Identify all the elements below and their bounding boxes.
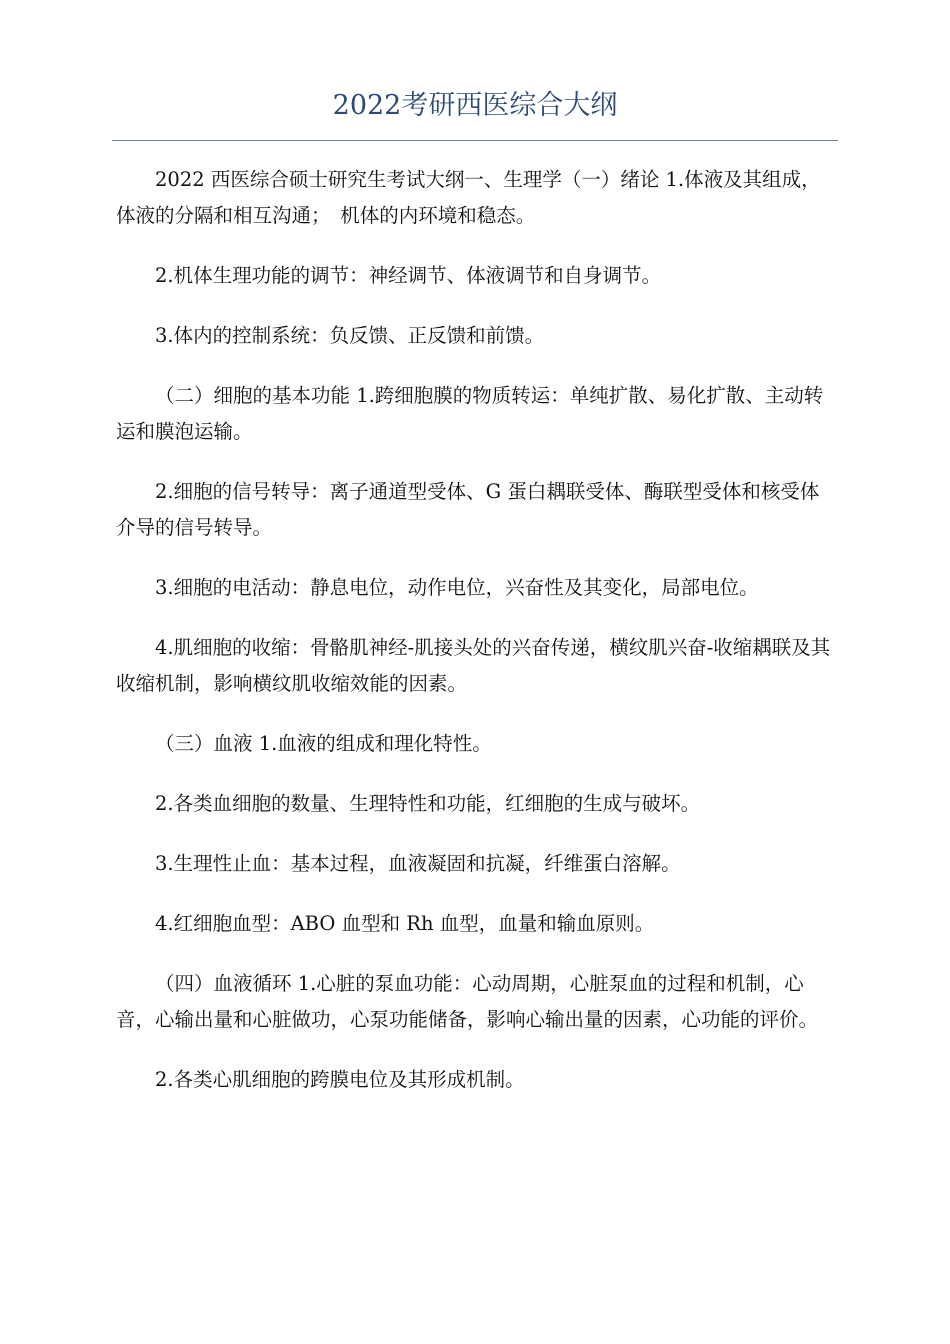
paragraph: 2.细胞的信号转导：离子通道型受体、G 蛋白耦联受体、酶联型受体和核受体介导的信号转导。	[116, 480, 820, 539]
document-body	[116, 162, 838, 1122]
paragraph: （二）细胞的基本功能 1.跨细胞膜的物质转运：单纯扩散、易化扩散、主动转运和膜泡运输。	[116, 384, 824, 443]
paragraph: 2.机体生理功能的调节：神经调节、体液调节和自身调节。	[155, 264, 662, 287]
paragraph: 4.肌细胞的收缩：骨骼肌神经-肌接头处的兴奋传递，横纹肌兴奋-收缩耦联及其收缩机制，影响横纹肌收缩效能的因素。	[116, 636, 831, 695]
paragraph: 2022 西医综合硕士研究生考试大纲一、生理学（一）绪论 1.体液及其组成，体液的分隔和相互沟通； 机体的内环境和稳态。	[116, 168, 821, 227]
title-divider	[112, 140, 838, 141]
paragraph: 3.细胞的电活动：静息电位，动作电位，兴奋性及其变化，局部电位。	[155, 576, 759, 599]
paragraph: 3.体内的控制系统：负反馈、正反馈和前馈。	[155, 324, 545, 347]
paragraph: 2.各类心肌细胞的跨膜电位及其形成机制。	[155, 1068, 525, 1091]
paragraph: （四）血液循环 1.心脏的泵血功能：心动周期，心脏泵血的过程和机制，心音，心输出量和心脏做功，心泵功能储备，影响心输出量的因素，心功能的评价。	[116, 972, 819, 1031]
paragraph: 3.生理性止血：基本过程，血液凝固和抗凝，纤维蛋白溶解。	[155, 852, 681, 875]
paragraph: 4.红细胞血型：ABO 血型和 Rh 血型，血量和输血原则。	[155, 912, 655, 935]
page-title: 2022考研西医综合大纲	[332, 90, 618, 121]
paragraph: 2.各类血细胞的数量、生理特性和功能，红细胞的生成与破坏。	[155, 792, 701, 815]
paragraph: （三）血液 1.血液的组成和理化特性。	[155, 732, 492, 755]
